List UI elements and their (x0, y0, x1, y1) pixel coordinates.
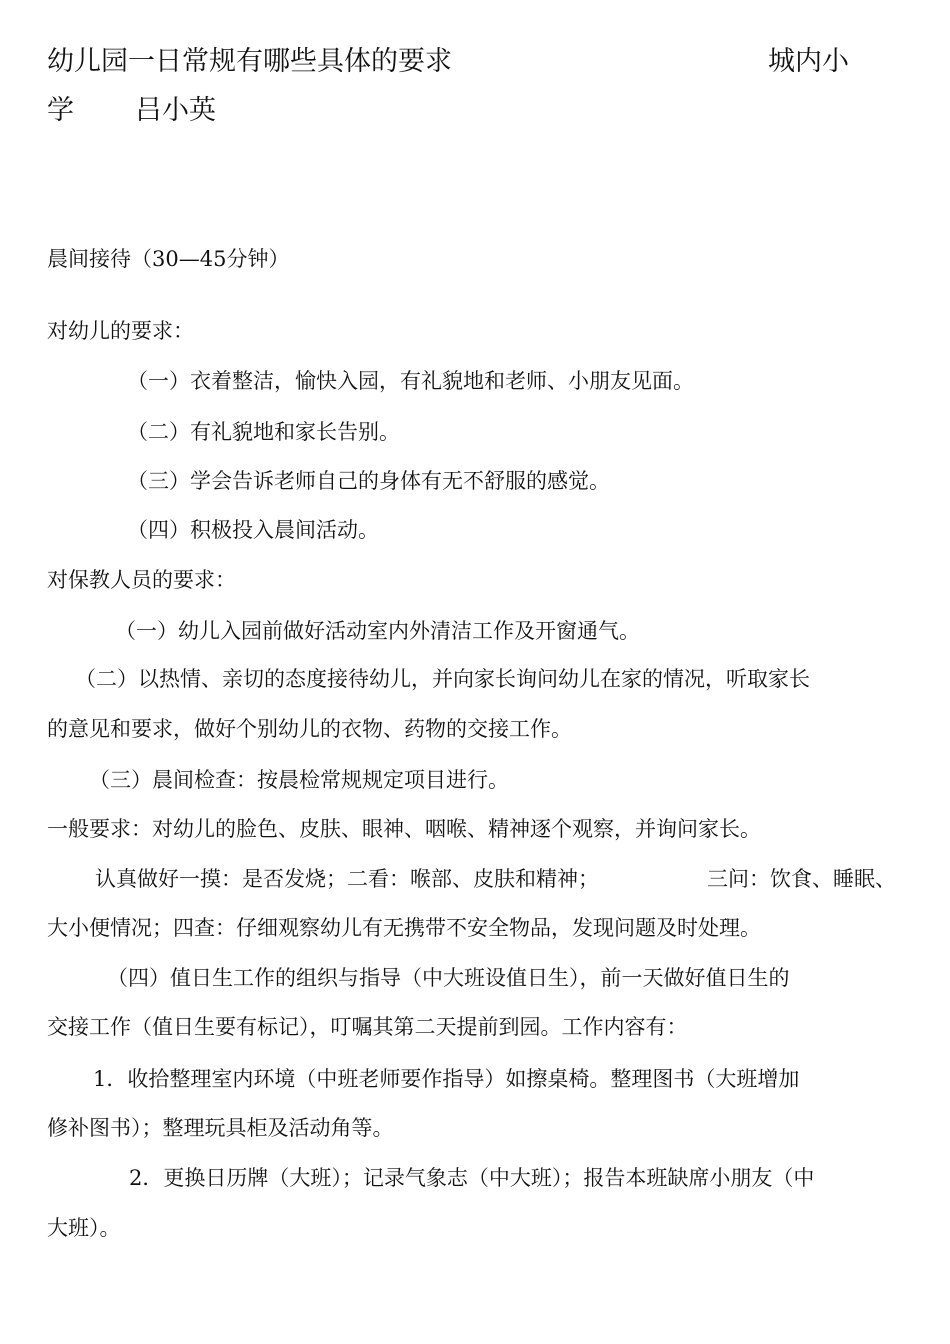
duty-task-1-line1: 1．收拾整理室内环境（中班老师要作指导）如擦桌椅。整理图书（大班增加 (93, 1067, 800, 1091)
staff-requirement-4-line1: （四）值日生工作的组织与指导（中大班设值日生），前一天做好值日生的 (107, 966, 790, 990)
author-school-part2: 学 (47, 95, 74, 126)
staff-requirements-heading: 对保教人员的要求： (47, 568, 236, 592)
duty-task-2-line2: 大班）。 (47, 1216, 121, 1240)
duty-task-1-line2: 修补图书）；整理玩具柜及活动角等。 (47, 1116, 394, 1140)
general-requirement: 一般要求：对幼儿的脸色、皮肤、眼神、咽喉、精神逐个观察，并询问家长。 (47, 817, 761, 841)
document-title: 幼儿园一日常规有哪些具体的要求 (47, 46, 452, 77)
staff-requirement-4-line2: 交接工作（值日生要有标记），叮嘱其第二天提前到园。工作内容有： (47, 1015, 688, 1039)
section-heading: 晨间接待（30—45分钟） (47, 247, 290, 271)
check-steps-line1-b: 三问：饮食、睡眠、 (707, 867, 896, 891)
staff-requirement-3: （三）晨间检查：按晨检常规规定项目进行。 (89, 768, 509, 792)
staff-requirement-1: （一）幼儿入园前做好活动室内外清洁工作及开窗通气。 (115, 619, 640, 643)
children-requirements-heading: 对幼儿的要求： (47, 319, 194, 343)
check-steps-line1-a: 认真做好一摸：是否发烧；二看：喉部、皮肤和精神； (95, 867, 599, 891)
author-school-part1: 城内小 (768, 46, 849, 77)
staff-requirement-2-line2: 的意见和要求，做好个别幼儿的衣物、药物的交接工作。 (47, 717, 572, 741)
children-requirement-3: （三）学会告诉老师自己的身体有无不舒服的感觉。 (127, 469, 610, 493)
staff-requirement-2-line1: （二）以热情、亲切的态度接待幼儿，并向家长询问幼儿在家的情况，听取家长 (75, 667, 810, 691)
children-requirement-1: （一）衣着整洁，愉快入园，有礼貌地和老师、小朋友见面。 (127, 369, 694, 393)
duty-task-2-line1: 2．更换日历牌（大班）；记录气象志（中大班）；报告本班缺席小朋友（中 (129, 1166, 815, 1190)
author-name: 吕小英 (135, 95, 216, 126)
children-requirement-2: （二）有礼貌地和家长告别。 (127, 420, 400, 444)
children-requirement-4: （四）积极投入晨间活动。 (127, 518, 379, 542)
check-steps-line2: 大小便情况；四查：仔细观察幼儿有无携带不安全物品，发现问题及时处理。 (47, 916, 761, 940)
